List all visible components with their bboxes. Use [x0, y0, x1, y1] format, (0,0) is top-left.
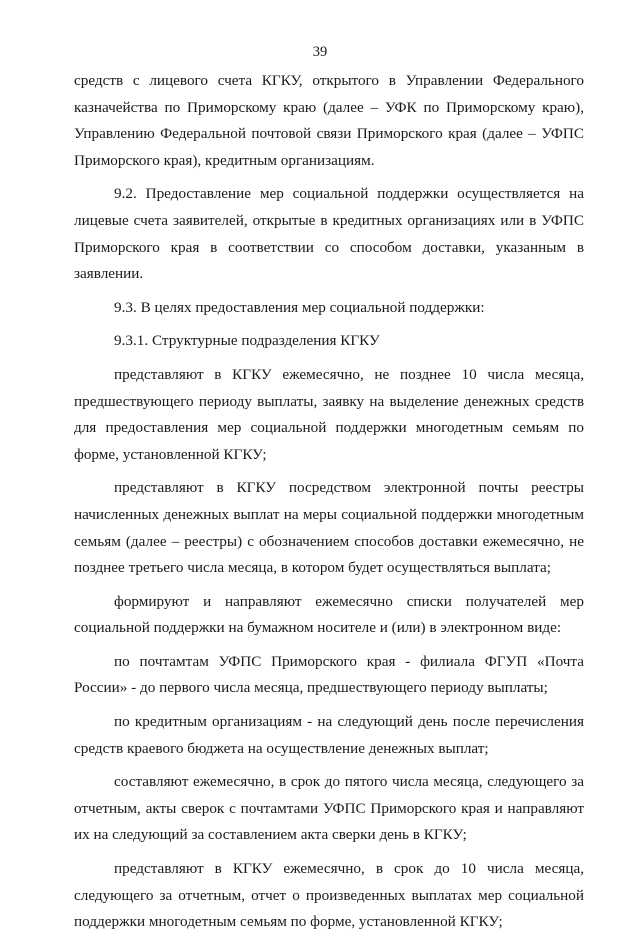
paragraph-3: 9.3. В целях предоставления мер социальной поддержки:: [114, 298, 485, 316]
paragraph-4: 9.3.1. Структурные подразделения КГКУ: [114, 332, 380, 350]
paragraph-8: по почтамтам УФПС Приморского края - филиала ФГУП «Почта России» - до первого числа месяца, предшествующего периоду выплаты;: [74, 652, 584, 697]
paragraph-10: составляют ежемесячно, в срок до пятого числа месяца, следующего за отчетным, акты сверок с почтамтами УФПС Приморского края и направляют их на следующий за составлением акта сверки день в КГКУ;: [74, 773, 584, 844]
paragraph-7: формируют и направляют ежемесячно списки получателей мер социальной поддержки на бумажном носителе и (или) в электронном виде:: [74, 592, 584, 637]
paragraph-11: представляют в КГКУ ежемесячно, в срок до 10 числа месяца, следующего за отчетным, отчет о произведенных выплатах мер социальной поддержки многодетным семьям по форме, установленной КГКУ;: [74, 860, 584, 931]
paragraph-5: представляют в КГКУ ежемесячно, не позднее 10 числа месяца, предшествующего периоду выплаты, заявку на выделение денежных средств для предоставления мер социальной поддержки многодетным семьям по форме, установленной КГКУ;: [74, 365, 584, 463]
paragraph-1: средств с лицевого счета КГКУ, открытого в Управлении Федерального казначейства по Приморскому краю (далее – УФК по Приморскому краю), Управлению Федеральной почтовой связи Приморского края (далее – УФПС Приморского края), кредитным организациям.: [74, 72, 584, 169]
page-number: 39: [312, 44, 328, 60]
paragraph-6: представляют в КГКУ посредством электронной почты реестры начисленных денежных выплат на меры социальной поддержки многодетным семьям (далее – реестры) с обозначением способов доставки ежемесячно, не позднее третьего числа месяца, в котором будет осуществляться выплата;: [74, 479, 584, 577]
paragraph-9: по кредитным организациям - на следующий день после перечисления средств краевого бюджета на осуществление денежных выплат;: [74, 713, 584, 757]
document-body: [74, 68, 584, 936]
paragraph-2: 9.2. Предоставление мер социальной поддержки осуществляется на лицевые счета заявителей, открытые в кредитных организациях или в УФПС Приморского края в соответствии со способом доставки, указанным в заявлении.: [74, 185, 584, 283]
